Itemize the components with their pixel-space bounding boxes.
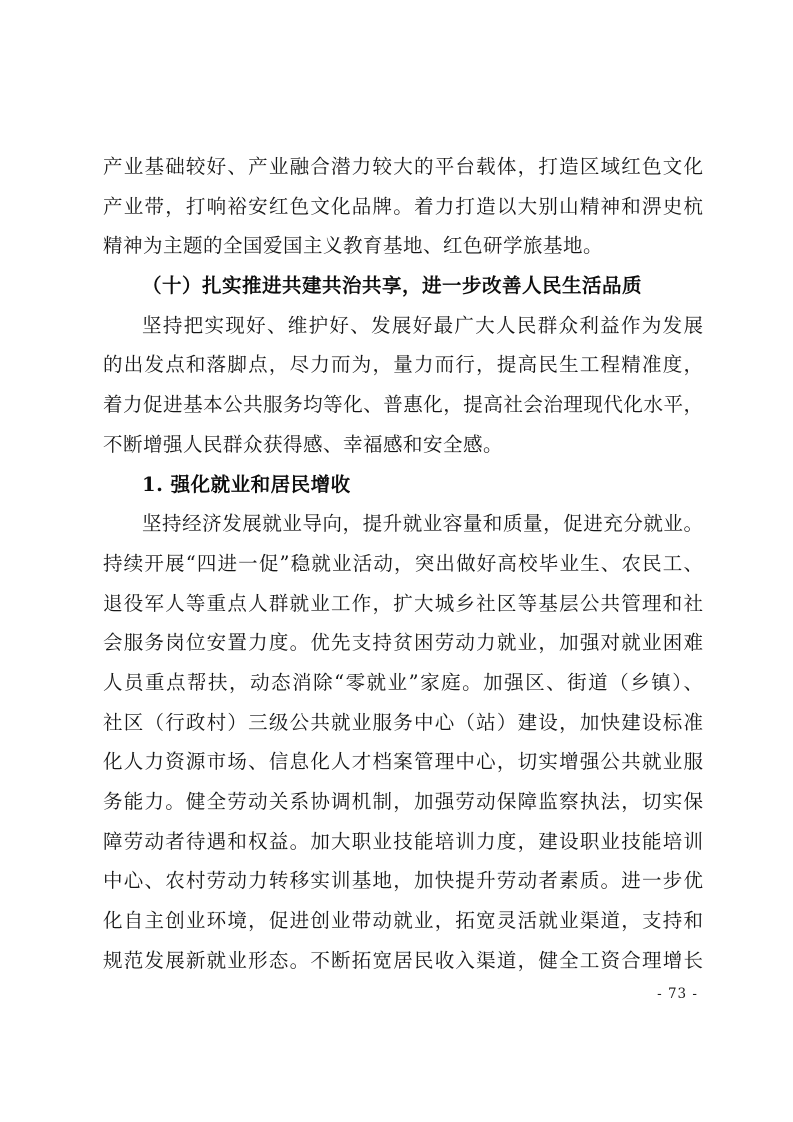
body-line: 人员重点帮扶，动态消除“零就业”家庭。加强区、街道（乡镇）、 (103, 670, 703, 694)
section-heading: （十）扎实推进共建共治共享，进一步改善人民生活品质 (142, 274, 643, 298)
body-line: 精神为主题的全国爱国主义教育基地、红色研学旅基地。 (103, 234, 604, 258)
body-line: 退役军人等重点人群就业工作，扩大城乡社区等基层公共管理和社 (103, 591, 703, 615)
body-line: 化人力资源市场、信息化人才档案管理中心，切实增强公共就业服 (103, 750, 703, 774)
body-line: 产业带，打响裕安红色文化品牌。着力打造以大别山精神和淠史杭 (103, 194, 703, 218)
body-line: 社区（行政村）三级公共就业服务中心（站）建设，加快建设标准 (103, 710, 703, 734)
body-line: 会服务岗位安置力度。优先支持贫困劳动力就业，加强对就业困难 (103, 631, 703, 655)
body-line: 坚持经济发展就业导向，提升就业容量和质量，促进充分就业。 (142, 512, 703, 536)
body-line: 务能力。健全劳动关系协调机制，加强劳动保障监察执法，切实保 (103, 790, 703, 813)
body-line: 的出发点和落脚点，尽力而为，量力而行，提高民生工程精准度， (103, 353, 703, 377)
body-line: 着力促进基本公共服务均等化、普惠化，提高社会治理现代化水平， (103, 393, 703, 417)
body-line: 化自主创业环境，促进创业带动就业，拓宽灵活就业渠道，支持和 (103, 909, 703, 933)
body-line: 规范发展新就业形态。不断拓宽居民收入渠道，健全工资合理增长 (103, 948, 703, 972)
page-number: - 73 - (657, 986, 698, 1002)
body-line: 不断增强人民群众获得感、幸福感和安全感。 (103, 432, 504, 456)
body-line: 中心、农村劳动力转移实训基地，加快提升劳动者素质。进一步优 (103, 869, 703, 893)
numbered-heading: 1. 强化就业和居民增收 (142, 472, 351, 496)
body-line: 持续开展“四进一促”稳就业活动，突出做好高校毕业生、农民工、 (103, 551, 703, 575)
body-line: 坚持把实现好、维护好、发展好最广大人民群众利益作为发展 (142, 313, 703, 337)
document-body (103, 147, 703, 980)
body-line: 障劳动者待遇和权益。加大职业技能培训力度，建设职业技能培训 (103, 829, 703, 853)
body-line: 产业基础较好、产业融合潜力较大的平台载体，打造区域红色文化 (103, 155, 703, 178)
